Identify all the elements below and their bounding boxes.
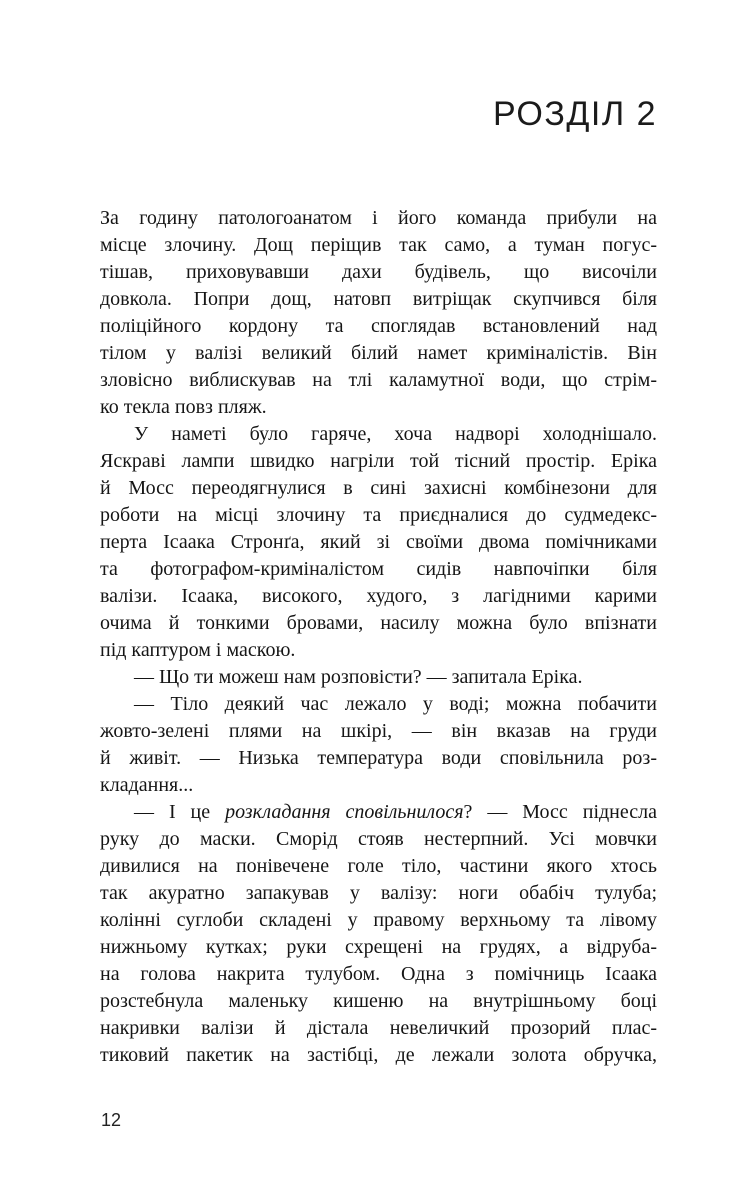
text-line: роботи на місці злочину та приєдналися до судмедекс- <box>100 504 657 526</box>
text-line: колінні суглоби складені у правому верхньому та лівому <box>100 909 657 931</box>
text-line: поліційного кордону та споглядав встановлений над <box>100 315 657 337</box>
paragraph <box>100 421 657 664</box>
text-line: накривки валізи й дістала невеличкий прозорий плас- <box>100 1017 657 1039</box>
text-segment: ? — Мосс піднесла <box>463 801 657 823</box>
page-number: 12 <box>101 1110 122 1130</box>
paragraph <box>100 664 657 691</box>
text-line: під каптуром і маскою. <box>100 639 296 661</box>
text-line: й живіт. — Низька температура води сповільнила роз- <box>100 747 657 769</box>
text-line: У наметі було гаряче, хоча надворі холоднішало. <box>134 423 657 445</box>
chapter-heading: РОЗДІЛ 2 <box>492 95 657 133</box>
text-line: довкола. Попри дощ, натовп витріщак скупчився біля <box>100 288 657 310</box>
text-line: й Мосс переодягнулися в сині захисні комбінезони для <box>100 477 657 499</box>
text-line: За годину патологоанатом і його команда прибули на <box>100 207 657 229</box>
text-line: валізи. Ісаака, високого, худого, з лагідними карими <box>100 585 657 607</box>
text-line: очима й тонкими бровами, насилу можна було впізнати <box>100 612 657 634</box>
text-line: жовто-зелені плями на шкірі, — він вказав на груди <box>100 720 657 742</box>
text-line: тілом у валізі великий білий намет криміналістів. Він <box>100 342 657 364</box>
body-text <box>100 205 657 1069</box>
text-line: Яскраві лампи швидко нагріли той тісний простір. Еріка <box>100 450 657 472</box>
text-line: тиковий пакетик на застібці, де лежали золота обручка, <box>100 1044 657 1066</box>
text-line: — Що ти можеш нам розповісти? — запитала Еріка. <box>134 666 583 688</box>
text-line: зловісно виблискував на тлі каламутної води, що стрім- <box>100 369 657 391</box>
text-line: кладання... <box>100 774 194 796</box>
text-line: так акуратно запакував у валізу: ноги обабіч тулуба; <box>100 882 657 904</box>
paragraph <box>100 799 657 1069</box>
text-line: дивилися на понівечене голе тіло, частини якого хтось <box>100 855 657 877</box>
text-line: розстебнула маленьку кишеню на внутрішньому боці <box>100 990 657 1012</box>
text-line: тішав, приховувавши дахи будівель, що височіли <box>100 261 657 283</box>
text-line: перта Ісаака Стронґа, який зі своїми двома помічниками <box>100 531 657 553</box>
text-line: руку до маски. Сморід стояв нестерпний. Усі мовчки <box>100 828 657 850</box>
text-line: — Тіло деякий час лежало у воді; можна побачити <box>134 693 657 715</box>
paragraph <box>100 205 657 421</box>
text-line: ко текла повз пляж. <box>100 396 267 418</box>
text-line: нижньому кутках; руки схрещені на грудях, а відруба- <box>100 936 657 958</box>
text-line <box>100 799 657 826</box>
italic-text-segment: розкладання сповільнилося <box>225 801 464 823</box>
paragraph <box>100 691 657 799</box>
text-segment: — І це <box>134 801 226 823</box>
text-line: місце злочину. Дощ періщив так само, а туман погус- <box>100 234 657 256</box>
text-line: на голова накрита тулубом. Одна з помічниць Ісаака <box>100 963 657 985</box>
text-line: та фотографом-криміналістом сидів навпочіпки біля <box>100 558 657 580</box>
